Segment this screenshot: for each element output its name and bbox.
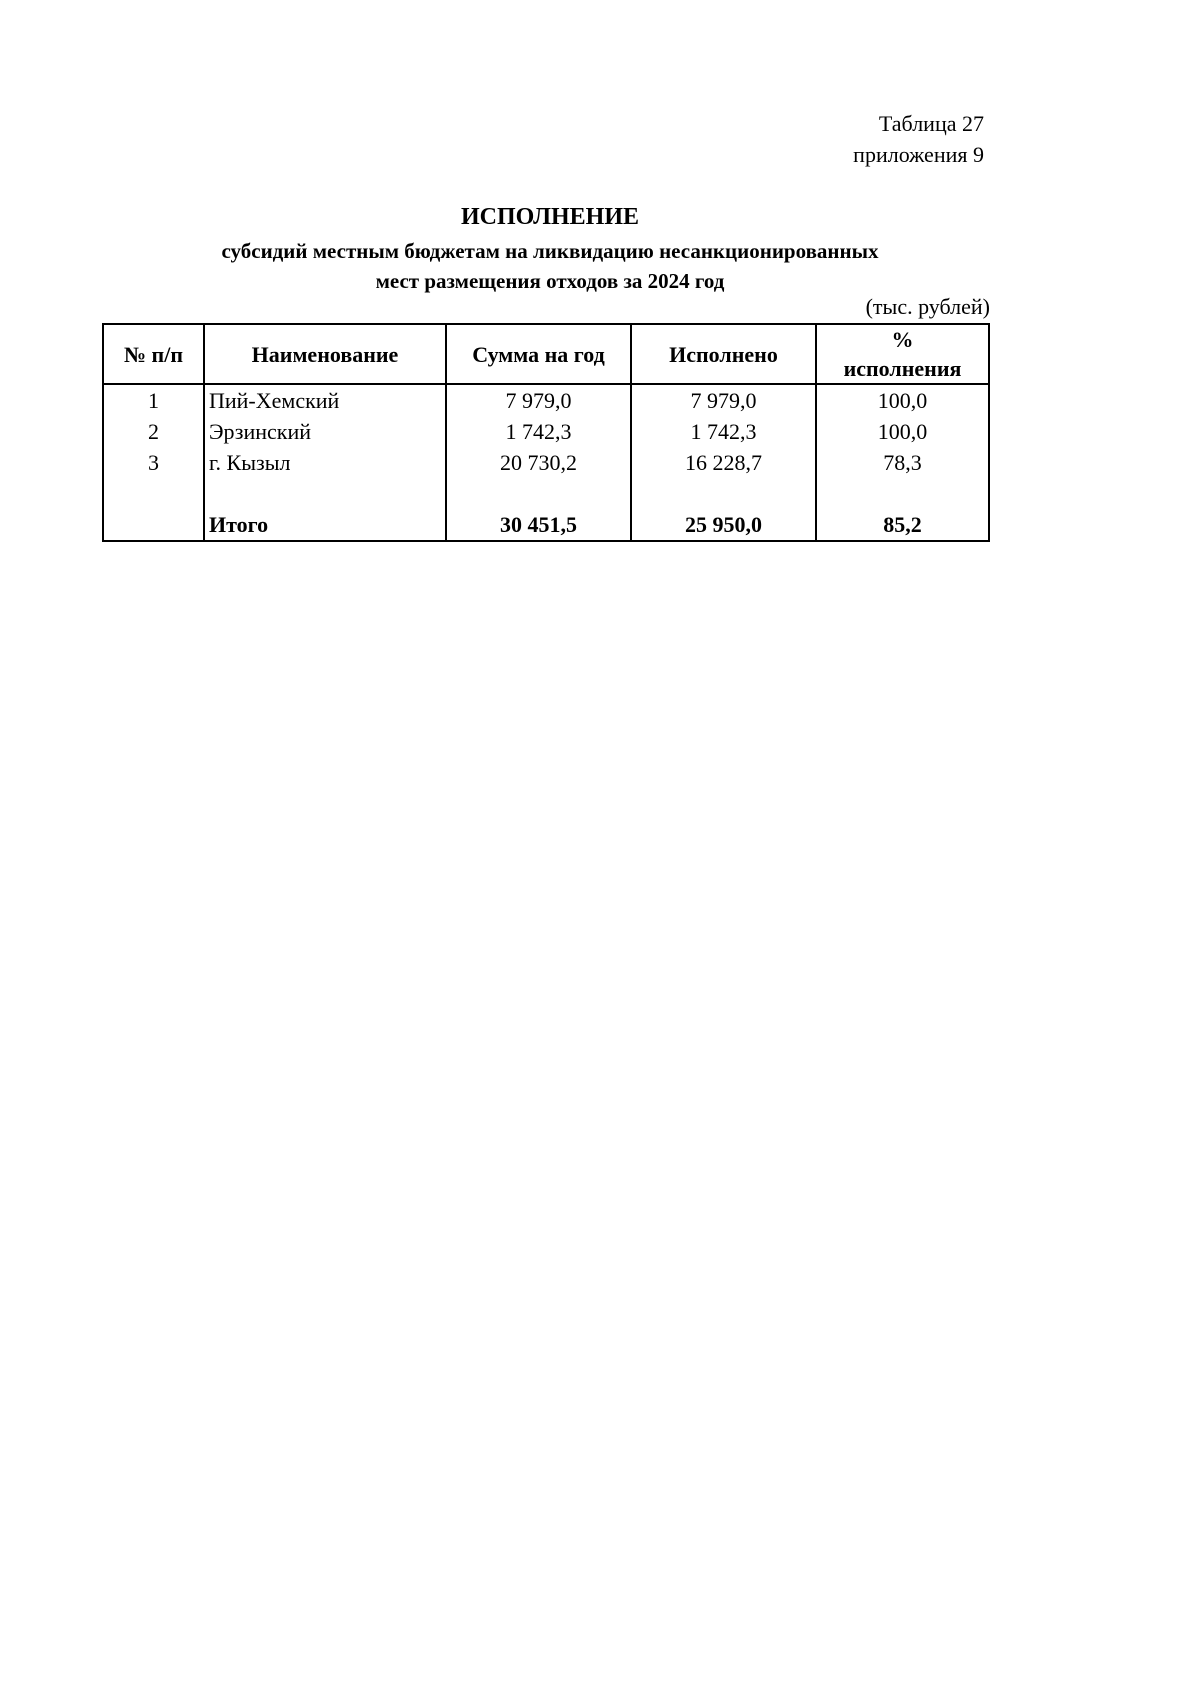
spacer-cell [446, 478, 631, 509]
total-percent: 85,2 [816, 509, 989, 541]
table-row [103, 384, 989, 416]
row-percent: 100,0 [816, 416, 989, 447]
row-name: Пий-Хемский [204, 384, 446, 416]
table-row [103, 447, 989, 478]
units-label: (тыс. рублей) [865, 294, 990, 319]
row-number: 1 [103, 384, 204, 416]
header-percent-label: исполнения [843, 356, 962, 381]
table-spacer-row [103, 478, 989, 509]
header-percent-executed [816, 324, 989, 384]
row-executed: 16 228,7 [631, 447, 816, 478]
table-header-row [103, 324, 989, 384]
table-total-row [103, 509, 989, 541]
row-name: г. Кызыл [204, 447, 446, 478]
row-number: 3 [103, 447, 204, 478]
subtitle-line-1: субсидий местным бюджетам на ликвидацию несанкционированных [221, 239, 879, 263]
table-reference [853, 108, 984, 170]
row-annual-sum: 20 730,2 [446, 447, 631, 478]
header-annual-sum: Сумма на год [446, 324, 631, 384]
row-executed: 1 742,3 [631, 416, 816, 447]
document-subtitle [100, 236, 1000, 296]
row-annual-sum: 7 979,0 [446, 384, 631, 416]
total-annual-sum: 30 451,5 [446, 509, 631, 541]
header-executed: Исполнено [631, 324, 816, 384]
row-annual-sum: 1 742,3 [446, 416, 631, 447]
row-name: Эрзинский [204, 416, 446, 447]
table-row [103, 416, 989, 447]
appendix-number: приложения 9 [853, 142, 984, 167]
execution-table [102, 323, 990, 542]
spacer-cell [103, 478, 204, 509]
row-percent: 78,3 [816, 447, 989, 478]
total-executed: 25 950,0 [631, 509, 816, 541]
row-executed: 7 979,0 [631, 384, 816, 416]
spacer-cell [816, 478, 989, 509]
row-percent: 100,0 [816, 384, 989, 416]
spacer-cell [631, 478, 816, 509]
spacer-cell [204, 478, 446, 509]
header-number: № п/п [103, 324, 204, 384]
subtitle-line-2: мест размещения отходов за 2024 год [375, 269, 725, 293]
total-label: Итого [204, 509, 446, 541]
total-number [103, 509, 204, 541]
header-percent-sign: % [891, 327, 914, 352]
row-number: 2 [103, 416, 204, 447]
table-number: Таблица 27 [878, 111, 984, 136]
header-name: Наименование [204, 324, 446, 384]
document-title: ИСПОЛНЕНИЕ [460, 204, 640, 230]
